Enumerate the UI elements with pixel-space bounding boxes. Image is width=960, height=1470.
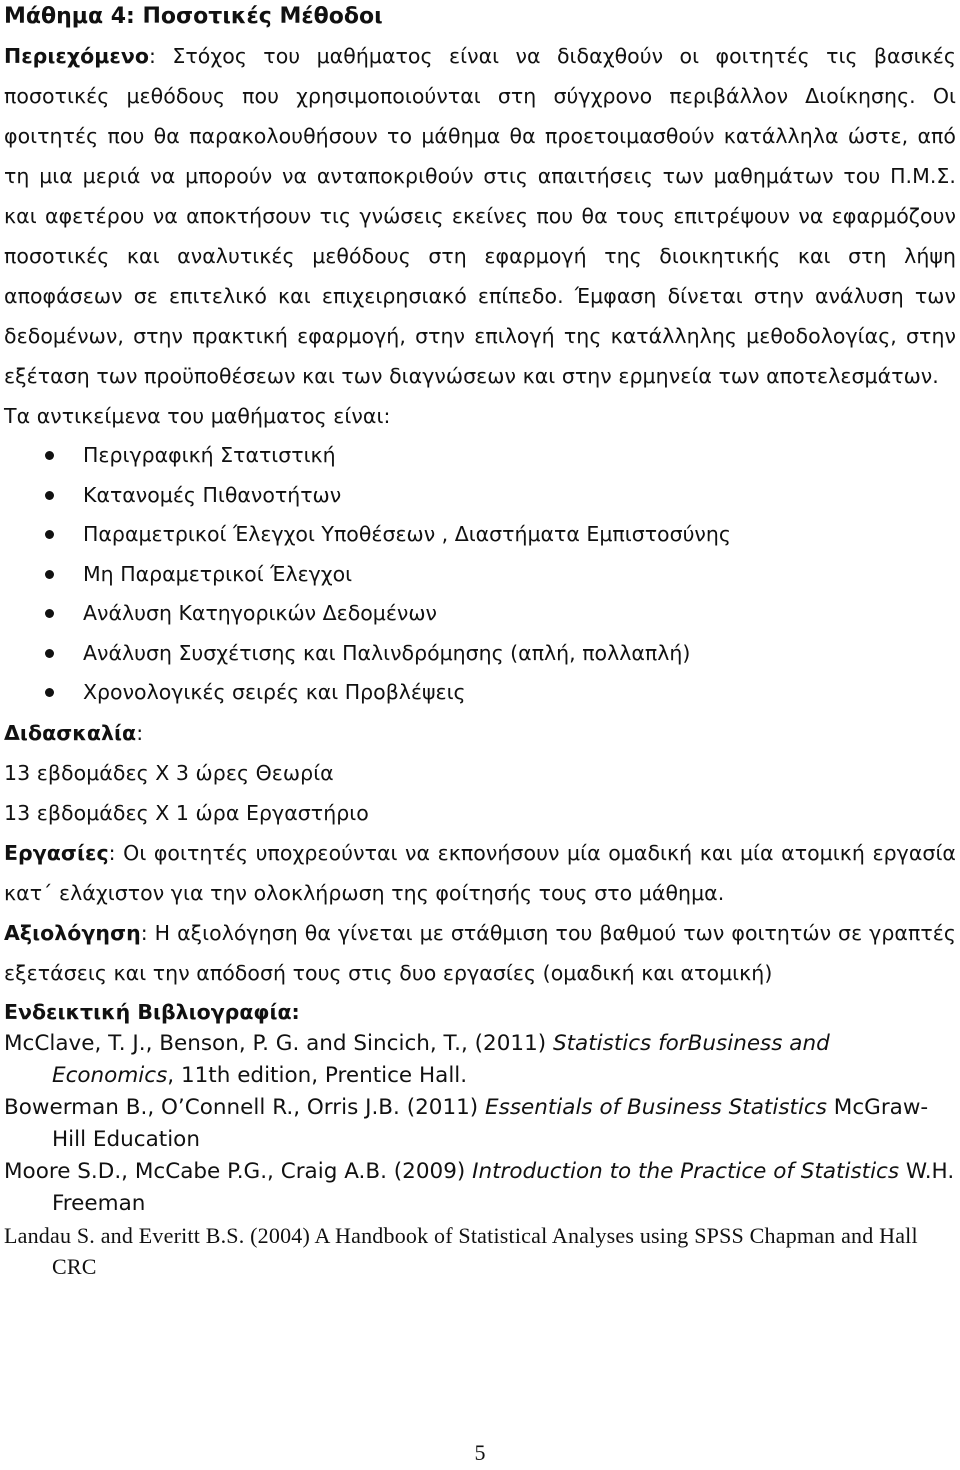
page-number: 5 xyxy=(474,1440,486,1465)
assignments-paragraph xyxy=(4,833,956,913)
teaching-lab: 13 εβδομάδες Χ 1 ώρα Εργαστήριο xyxy=(4,800,369,825)
teaching-colon: : xyxy=(136,720,144,745)
reference-publisher: W.H. Freeman xyxy=(52,1158,955,1216)
content-paragraph xyxy=(4,36,956,396)
list-item-text: Μη Παραμετρικοί Έλεγχοι xyxy=(83,561,353,586)
list-item-text: Ανάλυση Κατηγορικών Δεδομένων xyxy=(83,601,437,625)
assessment-text: : Η αξιολόγηση θα γίνεται με στάθμιση του βαθμού των φοιτητών σε γραπτές εξετάσεις και την απόδοσή τους στις δυο εργασίες (ομαδική και ατομική) xyxy=(4,920,956,985)
list-item-text: Ανάλυση Συσχέτισης και Παλινδρόμησης (απλή, πολλαπλή) xyxy=(83,640,691,665)
reference-item xyxy=(4,1220,956,1282)
reference-publisher: McGraw-Hill Education xyxy=(52,1094,929,1152)
reference-item xyxy=(4,1156,956,1220)
list-item xyxy=(4,673,956,713)
list-item xyxy=(4,515,956,555)
reference-title: Introduction to the Practice of Statistics xyxy=(472,1158,900,1184)
list-item xyxy=(4,436,956,476)
objectives-list xyxy=(4,436,956,713)
list-item-text: Κατανομές Πιθανοτήτων xyxy=(83,482,342,507)
assignments-label: Εργασίες xyxy=(4,840,109,865)
list-item xyxy=(4,634,956,674)
reference-title: Essentials of Business Statistics xyxy=(485,1094,827,1120)
content-text: : Στόχος του μαθήματος είναι να διδαχθούν οι φοιτητές τις βασικές ποσοτικές μεθόδους που χρησιμοποιούνται στη σύγχρονο περιβάλλον Διοίκησης. Οι φοιτητές που θα παρακολουθήσουν το μάθημα θα προετοιμασθούν κατάλληλα ώστε, από τη μια μεριά να μπορούν να ανταποκριθούν στις απαιτήσεις των μαθημάτων του Π.Μ.Σ. και αφετέρου να αποκτήσουν τις γνώσεις εκείνες που θα τους επιτρέψουν να εφαρμόζουν ποσοτικές και αναλυτικές μεθόδους στη εφαρμογή της διοικητικής και στη λήψη αποφάσεων σε επιτελικό και επιχειρησιακό επίπεδο. Έμφαση δίνεται στην ανάλυση των δεδομένων, στην πρακτική εφαρμογή, στην επιλογή της κατάλληλης μεθοδολογίας, στην εξέταση των προϋποθέσεων και των διαγνώσεων και στην ερμηνεία των αποτελεσμάτων. xyxy=(4,44,956,388)
bullet-icon xyxy=(45,570,54,579)
assessment-paragraph xyxy=(4,913,956,993)
bullet-icon xyxy=(45,530,54,539)
list-item xyxy=(4,555,956,595)
assessment-label: Αξιολόγηση xyxy=(4,920,141,945)
reference-authors: Landau S. and Everitt B.S. (2004) A Handbook of Statistical Analyses using SPSS Chapman and Hall CRC xyxy=(4,1222,918,1279)
teaching-label: Διδασκαλία xyxy=(4,720,137,745)
bibliography-heading: Ενδεικτική Βιβλιογραφία: xyxy=(4,999,300,1024)
teaching-heading xyxy=(4,713,956,753)
list-item-text: Περιγραφική Στατιστική xyxy=(83,443,336,467)
bullet-icon xyxy=(45,451,54,460)
objectives-intro: Τα αντικείμενα του μαθήματος είναι: xyxy=(4,404,391,428)
assignments-text: : Οι φοιτητές υποχρεούνται να εκπονήσουν μία ομαδική και μία ατομική εργασία κατ΄ ελάχιστον για την ολοκλήρωση της φοίτησής τους στο μάθημα. xyxy=(4,840,956,905)
list-item-text: Χρονολογικές σειρές και Προβλέψεις xyxy=(83,680,466,704)
reference-item xyxy=(4,1092,956,1156)
bullet-icon xyxy=(45,649,54,658)
bullet-icon xyxy=(45,688,54,697)
reference-authors: Bowerman B., O’Connell R., Orris J.B. (2011) xyxy=(4,1094,486,1120)
document-page xyxy=(4,0,956,1282)
reference-title: Statistics forBusiness and Economics xyxy=(52,1030,830,1088)
reference-item xyxy=(4,1028,956,1092)
reference-authors: McClave, T. J., Benson, P. G. and Sincich, T., (2011) xyxy=(4,1030,553,1056)
list-item xyxy=(4,594,956,634)
content-label: Περιεχόμενο xyxy=(4,44,150,68)
bullet-icon xyxy=(45,491,54,500)
list-item xyxy=(4,476,956,516)
teaching-theory: 13 εβδομάδες Χ 3 ώρες Θεωρία xyxy=(4,760,334,785)
reference-authors: Moore S.D., McCabe P.G., Craig A.B. (2009) xyxy=(4,1158,473,1184)
list-item-text: Παραμετρικοί Έλεγχοι Υποθέσεων , Διαστήματα Εμπιστοσύνης xyxy=(83,522,731,546)
reference-publisher: , 11th edition, Prentice Hall. xyxy=(167,1062,468,1088)
lesson-title: Μάθημα 4: Ποσοτικές Μέθοδοι xyxy=(4,4,383,29)
bullet-icon xyxy=(45,609,54,618)
